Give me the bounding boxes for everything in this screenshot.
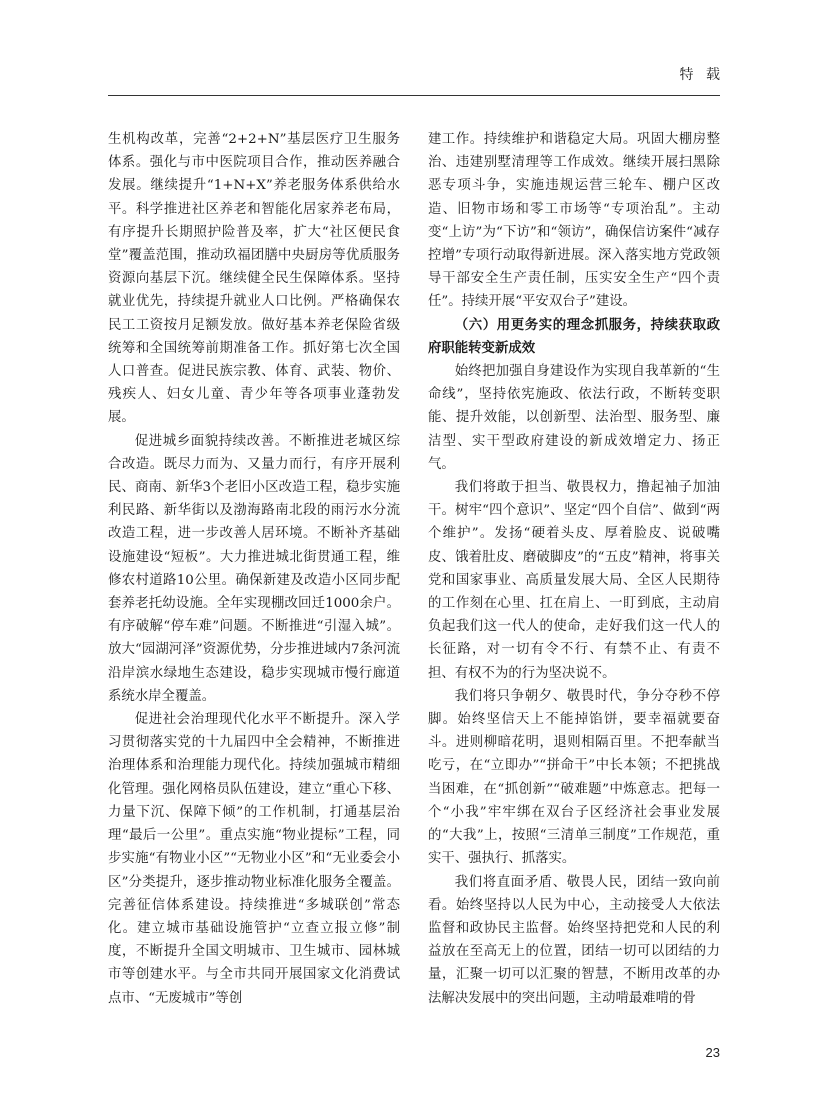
paragraph: 我们将直面矛盾、敬畏人民，团结一致向前看。始终坚持以人民为中心，主动接受人大依法监督和政协民主监督。始终坚持把党和人民的利益放在至高无上的位置，团结一切可以团结的力量，汇聚一切可以汇聚的智慧，不断用改革的办法解决发展中的突出问题，主动啃最难啃的骨 xyxy=(428,874,720,1006)
header-divider xyxy=(108,95,720,96)
right-column xyxy=(428,128,720,1010)
paragraph: 促进城乡面貌持续改善。不断推进老城区综合改造。既尽力而为、又量力而行，有序开展利民、商南、新华3个老旧小区改造工程，稳步实施利民路、新华街以及渤海路南北段的雨污水分流改造工程，进一步改善人居环境。不断补齐基础设施建设“短板”。大力推进城北街贯通工程，维修农村道路10公里。确保新建及改造小区同步配套养老托幼设施。全年实现棚改回迁1000余户。有序破解“停车难”问题。不断推进“引湿入城”。放大“园湖河泽”资源优势，分步推进域内7条河流沿岸滨水绿地生态建设，稳步实现城市慢行廊道系统水岸全覆盖。 xyxy=(108,433,400,704)
paragraph: 促进社会治理现代化水平不断提升。深入学习贯彻落实党的十九届四中全会精神，不断推进治理体系和治理能力现代化。持续加强城市精细化管理。强化网格员队伍建设，建立“重心下移、力量下沉、保障下倾”的工作机制，打通基层治理“最后一公里”。重点实施“物业提标”工程，同步实施“有物业小区”“无物业小区”和“无业委会小区”分类提升，逐步推动物业标准化服务全覆盖。完善征信体系建设。持续推进“多城联创”常态化。建立城市基础设施管护“立查立报立修”制度，不断提升全国文明城市、卫生城市、园林城市等创建水平。与全市共同开展国家文化消费试点市、“无废城市”等创 xyxy=(108,712,400,1006)
paragraph: 始终把加强自身建设作为实现自我革新的“生命线”，坚持依宪施政、依法行政，不断转变职能、提升效能，以创新型、法治型、服务型、廉洁型、实干型政府建设的新成效增定力、扬正气。 xyxy=(428,364,720,472)
paragraph: 我们将敢于担当、敬畏权力，撸起袖子加油干。树牢“四个意识”、坚定“四个自信”、做到“两个维护”。发扬“硬着头皮、厚着脸皮、说破嘴皮、饿着肚皮、磨破脚皮”的“五皮”精神，将事关党和国家事业、高质量发展大局、全区人民期待的工作刻在心里、扛在肩上、一盯到底，主动肩负起我们这一代人的使命，走好我们这一代人的长征路，对一切有令不行、有禁不止、有责不担、有权不为的行为坚决说不。 xyxy=(428,480,720,681)
section-subheading: （六）用更务实的理念抓服务，持续获取政府职能转变新成效 xyxy=(428,316,720,356)
section-label: 特 载 xyxy=(679,67,724,83)
left-column xyxy=(108,128,400,1010)
paragraph: 我们将只争朝夕、敬畏时代，争分夺秒不停脚。始终坚信天上不能掉馅饼，要幸福就要奋斗。进则柳暗花明，退则相隔百里。不把奉献当吃亏，在“立即办”“拼命干”中长本领；不把挑战当困难，在“抓创新”“破难题”中炼意志。把每一个“小我”牢牢绑在双台子区经济社会事业发展的“大我”上，按照“三清单三制度”工作规范，重实干、强执行、抓落实。 xyxy=(428,688,720,867)
paragraph: 建工作。持续维护和谐稳定大局。巩固大棚房整治、违建别墅清理等工作成效。继续开展扫黑除恶专项斗争，实施违规运营三轮车、棚户区改造、旧物市场和零工市场等“专项治乱”。主动变“上访”为“下访”和“领访”，确保信访案件“减存控增”专项行动取得新进展。深入落实地方党政领导干部安全生产责任制，压实安全生产“四个责任”。持续开展“平安双台子”建设。 xyxy=(428,132,720,310)
paragraph: 生机构改革，完善“2+2+N”基层医疗卫生服务体系。强化与市中医院项目合作，推动医养融合发展。继续提升“1+N+X”养老服务体系供给水平。科学推进社区养老和智能化居家养老布局，有序提升长期照护险普及率，扩大“社区便民食堂”覆盖范围，推动玖福团膳中央厨房等优质服务资源向基层下沉。继续健全民生保障体系。坚持就业优先，持续提升就业人口比例。严格确保农民工工资按月足额发放。做好基本养老保险省级统筹和全国统筹前期准备工作。抓好第七次全国人口普查。促进民族宗教、体育、武装、物价、残疾人、妇女儿童、青少年等各项事业蓬勃发展。 xyxy=(108,132,400,426)
page-number: 23 xyxy=(705,1045,720,1060)
